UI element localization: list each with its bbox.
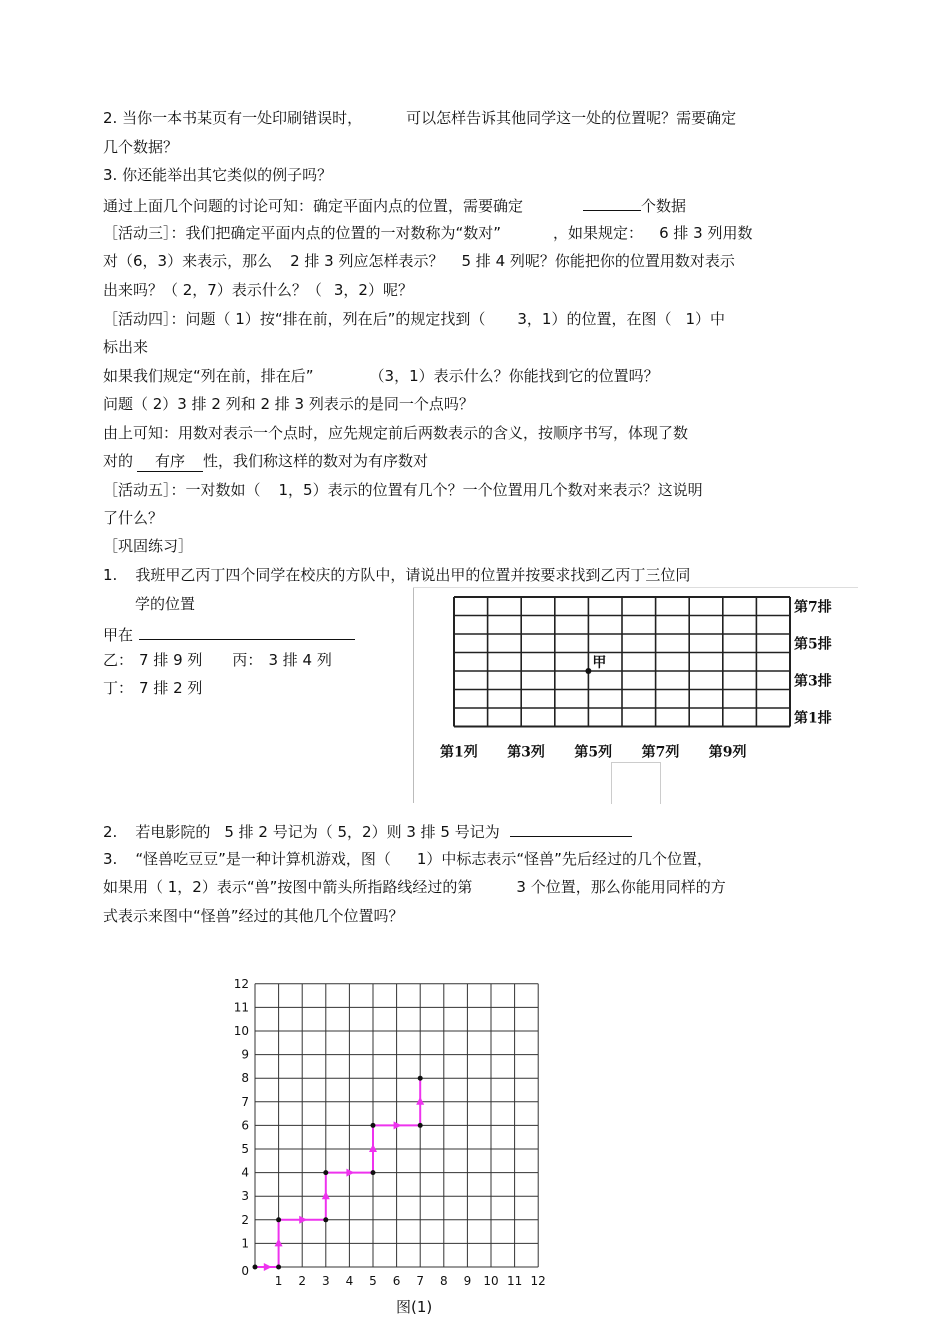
activity3-text-f: 5 排 4 列呢？你能把你的位置用数对表示	[461, 252, 735, 270]
activity4-line-1	[103, 309, 725, 329]
activity4-text-f: （3，1）表示什么？你能找到它的位置吗？	[369, 367, 659, 385]
practice1-line-1	[103, 565, 690, 585]
q2-line	[103, 108, 736, 128]
bing-position: 3 排 4 列	[268, 651, 332, 669]
activity5-line-1	[103, 480, 703, 500]
chart-path-point	[418, 1123, 423, 1128]
activity3-text-e: 2 排 3 列应怎样表示？	[290, 252, 444, 270]
seat-point-jia	[585, 668, 591, 674]
activity3-line-1	[103, 223, 752, 243]
activity5-line-2: 了什么？	[103, 509, 164, 527]
practice3-number: 3.	[103, 850, 118, 868]
chart-path-point	[323, 1170, 328, 1175]
chart-path-point	[253, 1265, 258, 1270]
seat-grid-figure	[413, 587, 858, 803]
chart-x-tick: 8	[439, 1274, 448, 1288]
chart-path-arrow	[346, 1169, 354, 1177]
chart-y-tick: 6	[241, 1118, 249, 1133]
chart-x-tick: 9	[463, 1274, 472, 1288]
seat-row-label: 第1排	[794, 710, 832, 727]
figure-blank-box	[611, 762, 661, 804]
activity3-text-g: 出来吗？（ 2，7）表示什么？（	[103, 281, 322, 299]
chart-path-arrow	[416, 1097, 424, 1105]
chart-y-tick: 5	[241, 1142, 249, 1156]
activity4-line-2: 标出来	[103, 338, 149, 356]
chart-y-tick: 0	[241, 1264, 249, 1278]
practice2-text-b: 5 排 2 号记为（ 5，2）则 3 排 5 号记为	[224, 823, 500, 841]
seat-col-label: 第3列	[507, 744, 545, 761]
practice3-text-a: “怪兽吃豆豆”是一种计算机游戏，图（	[135, 850, 391, 868]
activity4-line-5: 由上可知：用数对表示一个点时，应先规定前后两数表示的含义，按顺序书写，体现了数	[103, 424, 689, 442]
seat-col-label: 第7列	[641, 744, 680, 761]
practice-heading: ［巩固练习］	[103, 537, 194, 555]
chart-path-point	[323, 1217, 328, 1222]
chart-x-tick: 10	[483, 1274, 499, 1288]
conclusion-line	[103, 194, 686, 216]
activity4-text-a: ［活动四］：问题（ 1）按“排在前，列在后”的规定找到（	[103, 310, 486, 328]
chart-y-tick: 2	[241, 1212, 249, 1227]
activity4-line-6	[103, 451, 428, 472]
seat-col-label: 第9列	[708, 744, 747, 761]
chart-path-arrow	[369, 1144, 377, 1152]
chart-x-tick: 12	[530, 1274, 546, 1288]
seat-col-label: 第1列	[440, 744, 478, 761]
conclusion-text-b: 个数据	[641, 197, 687, 215]
chart-y-tick: 12	[233, 976, 249, 991]
chart-path-point	[418, 1076, 423, 1081]
q2-line-2: 几个数据？	[103, 138, 179, 156]
activity3-line-3	[103, 280, 413, 300]
activity4-text-e: 如果我们规定“列在前，排在后”	[103, 367, 314, 385]
ding-label: 丁：	[103, 679, 134, 697]
chart-y-tick: 10	[233, 1024, 249, 1038]
chart-x-tick: 3	[321, 1274, 330, 1288]
chart-path-point	[371, 1123, 376, 1128]
practice2-number: 2.	[103, 823, 118, 841]
practice3-text-d: 3 个位置，那么你能用同样的方	[516, 878, 726, 896]
practice3-line-1	[103, 849, 712, 869]
chart-path-arrow	[394, 1121, 402, 1129]
chart-x-tick: 4	[345, 1274, 354, 1288]
practice1-line-3	[103, 623, 355, 645]
monster-path-chart	[223, 960, 563, 1290]
chart-path-arrow	[322, 1191, 330, 1199]
chart-path-point	[276, 1265, 281, 1270]
chart-x-tick: 6	[392, 1274, 401, 1288]
chart-x-tick: 1	[274, 1274, 283, 1288]
practice2-line	[103, 820, 632, 842]
yi-label: 乙：	[103, 651, 134, 669]
practice1-line-5	[103, 678, 202, 698]
conclusion-text-a: 通过上面几个问题的讨论可知：确定平面内点的位置，需要确定	[103, 197, 524, 215]
chart-x-tick: 7	[416, 1274, 425, 1288]
chart-x-tick: 2	[298, 1274, 307, 1288]
seat-point-label: 甲	[592, 655, 607, 671]
practice3-text-b: 1）中标志表示“怪兽”先后经过的几个位置，	[416, 850, 712, 868]
practice3-line-3: 式表示来图中“怪兽”经过的其他几个位置吗？	[103, 907, 404, 925]
activity5-text-b: 1，5）表示的位置有几个？一个位置用几个数对来表示？这说明	[278, 481, 703, 499]
chart-y-tick: 3	[241, 1189, 249, 1204]
q2-text-b: 可以怎样告诉其他同学这一处的位置呢？需要确定	[406, 109, 737, 127]
seat-row-label: 第3排	[794, 673, 832, 690]
seat-col-label: 第5列	[574, 744, 613, 761]
bing-label: 丙：	[232, 651, 263, 669]
activity4-text-c: 1）中	[685, 310, 725, 328]
seat-row-label: 第5排	[794, 636, 832, 653]
chart-y-tick: 8	[241, 1071, 249, 1086]
activity4-line-3	[103, 366, 659, 386]
chart-path-arrow	[275, 1238, 283, 1246]
chart-path-arrow	[264, 1263, 272, 1271]
activity4-line-4: 问题（ 2）3 排 2 列和 2 排 3 列表示的是同一个点吗？	[103, 395, 474, 413]
chart-y-tick: 1	[241, 1236, 249, 1251]
q3-line: 3. 你还能举出其它类似的例子吗？	[103, 166, 333, 184]
practice3-text-c: 如果用（ 1，2）表示“兽”按图中箭头所指路线经过的第	[103, 878, 473, 896]
practice1-text-a: 我班甲乙丙丁四个同学在校庆的方队中，请说出甲的位置并按要求找到乙丙丁三位同	[135, 566, 691, 584]
ordered-answer: 有序	[137, 451, 203, 472]
chart-y-tick: 7	[241, 1094, 249, 1109]
activity4-text-b: 3，1）的位置，在图（	[517, 310, 672, 328]
practice2-blank[interactable]	[510, 820, 632, 837]
ding-position: 7 排 2 列	[139, 679, 203, 697]
chart-path-point	[371, 1170, 376, 1175]
activity4-text-i1: 对的	[103, 452, 134, 470]
activity5-text-a: ［活动五］：一对数如（	[103, 481, 261, 499]
conclusion-blank[interactable]	[583, 194, 641, 211]
chart-y-tick: 9	[241, 1047, 249, 1062]
activity4-text-i3: 性，我们称这样的数对为有序数对	[203, 452, 429, 470]
q2-text-a: 2. 当你一本书某页有一处印刷错误时，	[103, 109, 363, 127]
activity3-text-a: ［活动三］：我们把确定平面内点的位置的一对数称为“数对”	[103, 224, 502, 242]
seat-row-label: 第7排	[794, 599, 832, 616]
practice1-number: 1.	[103, 566, 118, 584]
practice3-line-2	[103, 877, 726, 897]
yi-position: 7 排 9 列	[139, 651, 203, 669]
practice2-text-a: 若电影院的	[135, 823, 211, 841]
chart-y-tick: 11	[233, 1000, 249, 1015]
chart-x-tick: 5	[369, 1274, 377, 1288]
activity3-text-d: 对（6，3）来表示，那么	[103, 252, 273, 270]
practice1-line-4	[103, 650, 332, 670]
activity3-text-h: 3，2）呢？	[333, 281, 413, 299]
activity3-text-c: 6 排 3 列用数	[659, 224, 753, 242]
jia-position-blank[interactable]	[139, 623, 355, 640]
chart-y-tick: 4	[241, 1165, 249, 1180]
chart-x-tick: 11	[506, 1274, 523, 1288]
activity3-text-b: ，如果规定：	[553, 224, 644, 242]
chart-path-point	[276, 1217, 281, 1222]
figure-caption: 图(1)	[396, 1298, 433, 1316]
seat-grid-svg	[413, 587, 858, 762]
activity3-line-2	[103, 251, 735, 271]
practice1-jia-label: 甲在	[103, 626, 134, 644]
practice1-line-2: 学的位置	[135, 595, 196, 613]
chart-path-arrow	[299, 1216, 307, 1224]
